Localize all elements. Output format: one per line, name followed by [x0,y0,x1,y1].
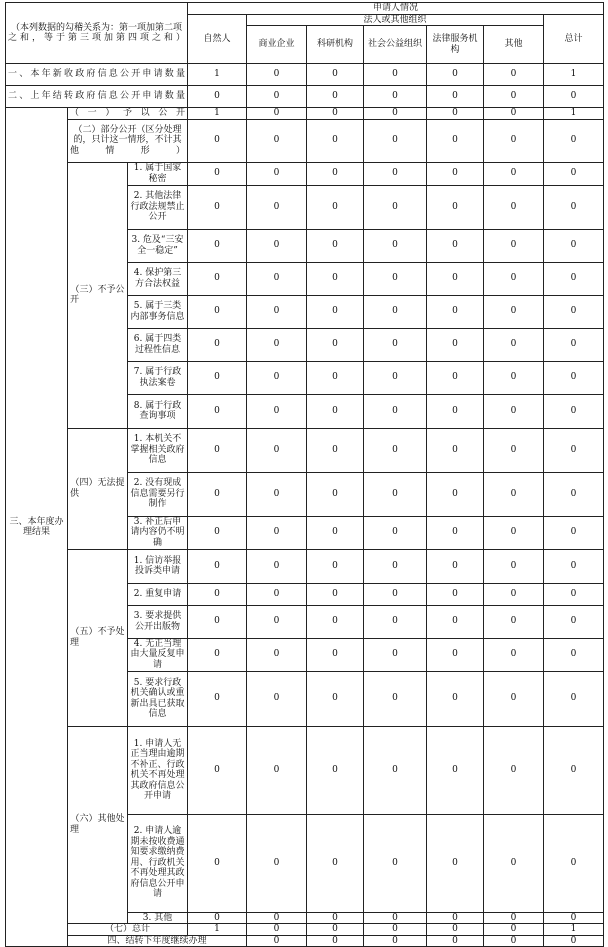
cell-value: 0 [544,119,604,162]
cell-value: 0 [427,328,484,361]
cell-value: 0 [188,185,247,229]
total-header: 总计 [544,14,604,64]
cell-value: 0 [307,119,364,162]
cell-value: 0 [427,638,484,671]
cell-value: 0 [544,295,604,328]
cell-value: 0 [484,726,544,814]
cell-value: 0 [247,671,307,726]
row-label: 4. 保护第三方合法权益 [128,262,188,295]
row-label: （七）总计 [68,924,188,936]
cell-value: 0 [484,912,544,924]
row-label: 1. 本机关不掌握相关政府信息 [128,428,188,472]
cell-value: 0 [484,86,544,108]
cell-value: 0 [427,583,484,605]
group-label-unavailable: （四）无法提供 [68,428,128,549]
cell-value: 0 [188,583,247,605]
cell-value: 0 [188,428,247,472]
cell-value: 0 [364,638,427,671]
cell-value: 0 [364,229,427,262]
row-label: 3. 危及“三安全一稳定” [128,229,188,262]
section-results-label: 三、本年度办理结果 [6,108,68,947]
cell-value: 0 [247,924,307,936]
cell-value: 0 [544,162,604,185]
cell-value: 0 [188,361,247,394]
cell-value: 0 [484,549,544,583]
row-label: 1. 属于国家秘密 [128,162,188,185]
group-label-not-processed: （五）不予处理 [68,549,128,726]
cell-value: 0 [484,162,544,185]
cell-value: 0 [364,516,427,549]
row-label: 二、上年结转政府信息公开申请数量 [6,86,188,108]
cell-value: 0 [427,671,484,726]
cell-value: 0 [307,229,364,262]
cell-value: 0 [544,361,604,394]
cell-value: 0 [427,64,484,86]
cell-value: 0 [247,162,307,185]
cell-value: 0 [188,516,247,549]
cell-value: 0 [188,328,247,361]
cell-value: 0 [484,428,544,472]
cell-value: 0 [544,86,604,108]
cell-value: 0 [188,814,247,912]
law-header: 法律服务机构 [427,26,484,64]
cell-value: 0 [364,64,427,86]
cell-value: 0 [484,262,544,295]
cell-value: 0 [484,516,544,549]
cell-value: 0 [188,549,247,583]
cell-value: 0 [247,361,307,394]
cell-value: 0 [427,262,484,295]
cell-value: 0 [247,726,307,814]
cell-value: 0 [364,726,427,814]
cell-value: 0 [247,638,307,671]
cell-value: 0 [307,185,364,229]
cell-value: 0 [307,162,364,185]
cell-value: 0 [364,935,427,947]
cell-value: 0 [484,394,544,428]
cell-value: 0 [427,935,484,947]
cell-value: 0 [427,605,484,638]
cell-value: 0 [427,162,484,185]
cell-value: 0 [307,516,364,549]
cell-value: 0 [427,516,484,549]
cell-value: 0 [544,185,604,229]
cell-value: 0 [307,361,364,394]
cell-value: 0 [188,394,247,428]
cell-value: 0 [188,671,247,726]
cell-value: 0 [307,262,364,295]
cell-value: 0 [188,472,247,516]
cell-value: 0 [247,912,307,924]
row-label: 6. 属于四类过程性信息 [128,328,188,361]
cell-value: 0 [307,605,364,638]
cell-value: 0 [247,185,307,229]
cell-value: 0 [544,549,604,583]
cell-value: 0 [544,583,604,605]
cell-value: 0 [544,814,604,912]
cell-value: 0 [484,583,544,605]
cell-value: 0 [307,64,364,86]
cell-value: 0 [364,394,427,428]
cell-value: 0 [544,935,604,947]
row-label: 2. 没有现成信息需要另行制作 [128,472,188,516]
cell-value: 0 [427,361,484,394]
cell-value: 0 [188,262,247,295]
row-label: 2. 其他法律行政法规禁止公开 [128,185,188,229]
row-label: 5. 要求行政机关确认或重新出具已获取信息 [128,671,188,726]
relation-note: （本列数据的勾稽关系为：第一项加第二项之和，等于第三项加第四项之和） [6,3,188,64]
cell-value: 0 [247,583,307,605]
cell-value: 0 [364,671,427,726]
cell-value: 0 [188,912,247,924]
row-label: （一）予以公开 [68,108,188,120]
research-header: 科研机构 [307,26,364,64]
cell-value: 0 [188,605,247,638]
cell-value: 0 [247,428,307,472]
cell-value: 0 [247,549,307,583]
cell-value: 1 [544,108,604,120]
cell-value: 0 [307,935,364,947]
cell-value: 0 [307,671,364,726]
cell-value: 0 [364,814,427,912]
cell-value: 0 [484,108,544,120]
row-label: （二）部分公开（区分处理的，只计这一情形，不计其他情形） [68,119,188,162]
row-label: 1. 申请人无正当理由逾期不补正、行政机关不再处理其政府信息公开申请 [128,726,188,814]
cell-value: 0 [247,119,307,162]
cell-value: 0 [188,638,247,671]
cell-value: 0 [364,605,427,638]
cell-value: 0 [544,394,604,428]
cell-value: 0 [427,428,484,472]
cell-value: 0 [484,638,544,671]
cell-value: 0 [544,912,604,924]
cell-value: 0 [484,295,544,328]
cell-value: 0 [427,86,484,108]
cell-value: 0 [364,119,427,162]
cell-value: 0 [544,638,604,671]
applicant-header: 申请人情况 [188,3,604,15]
cell-value: 0 [544,605,604,638]
row-label: 3. 要求提供公开出版物 [128,605,188,638]
cell-value: 0 [364,328,427,361]
cell-value: 0 [364,924,427,936]
row-label: 四、结转下年度继续办理 [68,935,247,947]
disclosure-statistics-table [5,2,604,947]
cell-value: 0 [364,583,427,605]
cell-value: 0 [427,814,484,912]
cell-value: 0 [307,428,364,472]
cell-value: 0 [427,394,484,428]
row-label: 7. 属于行政执法案卷 [128,361,188,394]
cell-value: 0 [307,108,364,120]
row-label: 2. 重复申请 [128,583,188,605]
cell-value: 1 [544,924,604,936]
cell-value: 0 [307,549,364,583]
cell-value: 0 [364,295,427,328]
cell-value: 0 [427,108,484,120]
cell-value: 0 [247,605,307,638]
cell-value: 0 [484,64,544,86]
social-header: 社会公益组织 [364,26,427,64]
cell-value: 0 [484,185,544,229]
other-header: 其他 [484,26,544,64]
cell-value: 0 [427,229,484,262]
row-label: 4. 无正当理由大量反复申请 [128,638,188,671]
cell-value: 0 [484,814,544,912]
row-label: 1. 信访举报投诉类申请 [128,549,188,583]
row-label: 一、本年新收政府信息公开申请数量 [6,64,188,86]
cell-value: 0 [427,295,484,328]
cell-value: 0 [364,162,427,185]
cell-value: 0 [544,472,604,516]
cell-value: 0 [247,262,307,295]
cell-value: 0 [427,185,484,229]
cell-value: 0 [247,64,307,86]
row-label: 2. 申请人逾期未按收费通知要求缴纳费用、行政机关不再处理其政府信息公开申请 [128,814,188,912]
cell-value: 0 [307,583,364,605]
cell-value: 0 [364,262,427,295]
cell-value: 0 [364,472,427,516]
cell-value: 0 [307,912,364,924]
cell-value: 0 [247,935,307,947]
cell-value: 0 [307,295,364,328]
cell-value: 0 [247,295,307,328]
cell-value: 0 [364,549,427,583]
cell-value: 0 [247,328,307,361]
cell-value: 0 [364,912,427,924]
cell-value: 0 [188,86,247,108]
natural-person-header: 自然人 [188,14,247,64]
cell-value: 0 [247,108,307,120]
cell-value: 0 [247,472,307,516]
cell-value: 0 [188,726,247,814]
cell-value: 0 [364,185,427,229]
cell-value: 0 [307,726,364,814]
cell-value: 0 [247,394,307,428]
row-label: 3. 其他 [128,912,188,924]
cell-value: 0 [364,86,427,108]
row-label: 5. 属于三类内部事务信息 [128,295,188,328]
cell-value: 1 [188,924,247,936]
cell-value: 0 [544,726,604,814]
cell-value: 0 [484,119,544,162]
cell-value: 0 [544,671,604,726]
group-label-withheld: （三）不予公开 [68,162,128,428]
cell-value: 0 [247,229,307,262]
cell-value: 0 [544,229,604,262]
cell-value: 0 [544,428,604,472]
cell-value: 0 [484,924,544,936]
cell-value: 0 [307,814,364,912]
cell-value: 0 [484,361,544,394]
cell-value: 0 [307,394,364,428]
cell-value: 0 [484,671,544,726]
cell-value: 0 [307,86,364,108]
cell-value: 0 [484,935,544,947]
cell-value: 0 [188,295,247,328]
cell-value: 0 [247,814,307,912]
cell-value: 0 [427,549,484,583]
cell-value: 0 [427,726,484,814]
cell-value: 0 [544,262,604,295]
disclosure-table-container [5,2,603,947]
cell-value: 0 [544,516,604,549]
cell-value: 0 [188,162,247,185]
row-label: 3. 补正后申请内容仍不明确 [128,516,188,549]
cell-value: 1 [188,108,247,120]
cell-value: 0 [247,86,307,108]
cell-value: 0 [427,472,484,516]
cell-value: 0 [427,912,484,924]
cell-value: 0 [364,108,427,120]
cell-value: 0 [427,924,484,936]
cell-value: 1 [188,64,247,86]
cell-value: 0 [364,361,427,394]
business-header: 商业企业 [247,26,307,64]
cell-value: 0 [484,472,544,516]
cell-value: 0 [307,472,364,516]
cell-value: 0 [307,638,364,671]
cell-value: 0 [544,328,604,361]
cell-value: 0 [188,229,247,262]
cell-value: 0 [484,229,544,262]
row-label: 8. 属于行政查询事项 [128,394,188,428]
cell-value: 0 [247,516,307,549]
cell-value: 0 [364,428,427,472]
cell-value: 0 [307,924,364,936]
legal-entity-header: 法人或其他组织 [247,14,544,26]
cell-value: 0 [427,119,484,162]
cell-value: 1 [544,64,604,86]
group-label-other-handling: （六）其他处理 [68,726,128,924]
cell-value: 0 [484,605,544,638]
cell-value: 0 [484,328,544,361]
cell-value: 0 [188,119,247,162]
cell-value: 0 [307,328,364,361]
